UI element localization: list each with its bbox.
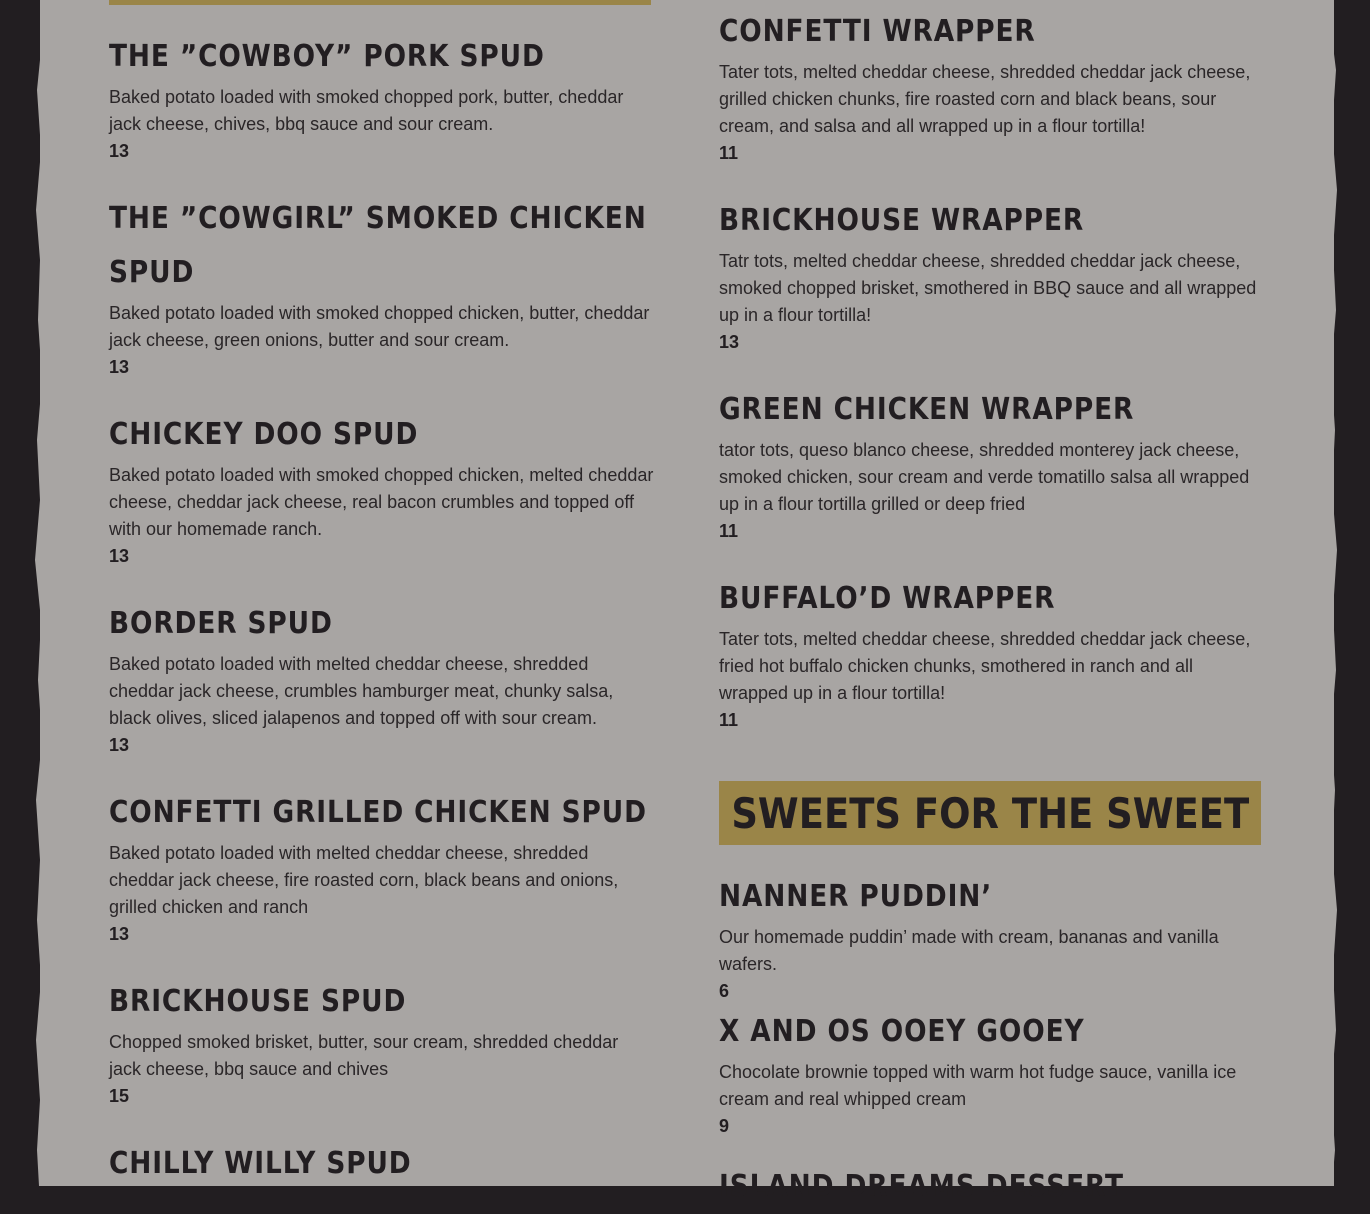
menu-item — [109, 192, 654, 381]
item-title: THE ”COWGIRL” SMOKED CHICKEN SPUD — [109, 201, 647, 290]
menu-item-clipped — [719, 1160, 1264, 1204]
menu-item — [719, 870, 1264, 1005]
item-title: X AND OS OOEY GOOEY — [719, 1014, 1085, 1049]
item-title: ISLAND DREAMS DESSERT — [719, 1169, 1124, 1204]
menu-item — [719, 194, 1264, 356]
item-description: Baked potato loaded with melted cheddar cheese, shredded cheddar jack cheese, crumbles hamburger meat, chunky salsa, black olives, sliced jalapenos and topped off with sour cream. — [109, 654, 614, 728]
item-description: Tatr tots, melted cheddar cheese, shredded cheddar jack cheese, smoked chopped brisket, smothered in BBQ sauce and all wrapped up in a flour tortilla! — [719, 251, 1257, 325]
item-title: NANNER PUDDIN’ — [719, 879, 993, 914]
item-description: Chopped smoked brisket, butter, sour cream, shredded cheddar jack cheese, bbq sauce and chives — [109, 1032, 619, 1079]
item-price: 15 — [109, 1086, 130, 1106]
item-description: Baked potato loaded with smoked chopped chicken, butter, cheddar jack cheese, green onions, butter and sour cream. — [109, 303, 650, 350]
item-price: 6 — [719, 981, 730, 1001]
item-description: Tater tots, melted cheddar cheese, shredded cheddar jack cheese, grilled chicken chunks, fire roasted corn and black beans, sour cream, and salsa and all wrapped up in a flour tortilla! — [719, 62, 1251, 136]
item-description: Our homemade puddin’ made with cream, bananas and vanilla wafers. — [719, 927, 1219, 974]
item-title: CONFETTI WRAPPER — [719, 14, 1036, 49]
item-title: CHICKEY DOO SPUD — [109, 417, 419, 452]
item-description: Chocolate brownie topped with warm hot fudge sauce, vanilla ice cream and real whipped cream — [719, 1062, 1237, 1109]
section-banner-top — [109, 0, 651, 5]
menu-item — [109, 786, 654, 948]
menu-item — [109, 975, 654, 1110]
item-title: BUFFALO’D WRAPPER — [719, 581, 1056, 616]
item-price: 13 — [109, 141, 130, 161]
item-title: THE ”COWBOY” PORK SPUD — [109, 39, 545, 74]
item-price: 13 — [109, 924, 130, 944]
item-title: CHILLY WILLY SPUD — [109, 1146, 412, 1181]
item-title: GREEN CHICKEN WRAPPER — [719, 392, 1135, 427]
item-description: tator tots, queso blanco cheese, shredded monterey jack cheese, smoked chicken, sour cream and verde tomatillo salsa all wrapped up in a flour tortilla grilled or deep fried — [719, 440, 1250, 514]
item-price: 11 — [719, 710, 739, 730]
item-description: Tater tots, melted cheddar cheese, shredded cheddar jack cheese, fried hot buffalo chicken chunks, smothered in ranch and all wrapped up in a flour tortilla! — [719, 629, 1251, 703]
item-price: 13 — [109, 546, 130, 566]
menu-item — [719, 572, 1264, 734]
item-price: 11 — [719, 521, 739, 541]
section-banner-sweets — [719, 781, 1261, 845]
menu-item — [109, 1137, 654, 1191]
menu-page — [40, 0, 1334, 1204]
item-price: 13 — [719, 332, 740, 352]
item-title: BRICKHOUSE SPUD — [109, 984, 407, 1019]
item-price: 13 — [109, 735, 130, 755]
item-title: BRICKHOUSE WRAPPER — [719, 203, 1085, 238]
menu-item — [719, 383, 1264, 545]
item-price: 13 — [109, 357, 130, 377]
menu-item — [109, 30, 654, 165]
item-price: 11 — [719, 143, 739, 163]
menu-item — [719, 1005, 1264, 1140]
item-description: Baked potato loaded with smoked chopped pork, butter, cheddar jack cheese, chives, bbq sauce and sour cream. — [109, 87, 624, 134]
item-description: Baked potato loaded with smoked chopped chicken, melted cheddar cheese, cheddar jack cheese, real bacon crumbles and topped off with our homemade ranch. — [109, 465, 654, 539]
section-title: SWEETS FOR THE SWEET — [731, 788, 1249, 838]
item-title: CONFETTI GRILLED CHICKEN SPUD — [109, 795, 647, 830]
item-description: Baked potato loaded with melted cheddar cheese, shredded cheddar jack cheese, fire roasted corn, black beans and onions, grilled chicken and ranch — [109, 843, 619, 917]
item-price: 9 — [719, 1116, 730, 1136]
menu-item — [719, 5, 1264, 167]
item-title: BORDER SPUD — [109, 606, 333, 641]
menu-item — [109, 597, 654, 759]
menu-item — [109, 408, 654, 570]
